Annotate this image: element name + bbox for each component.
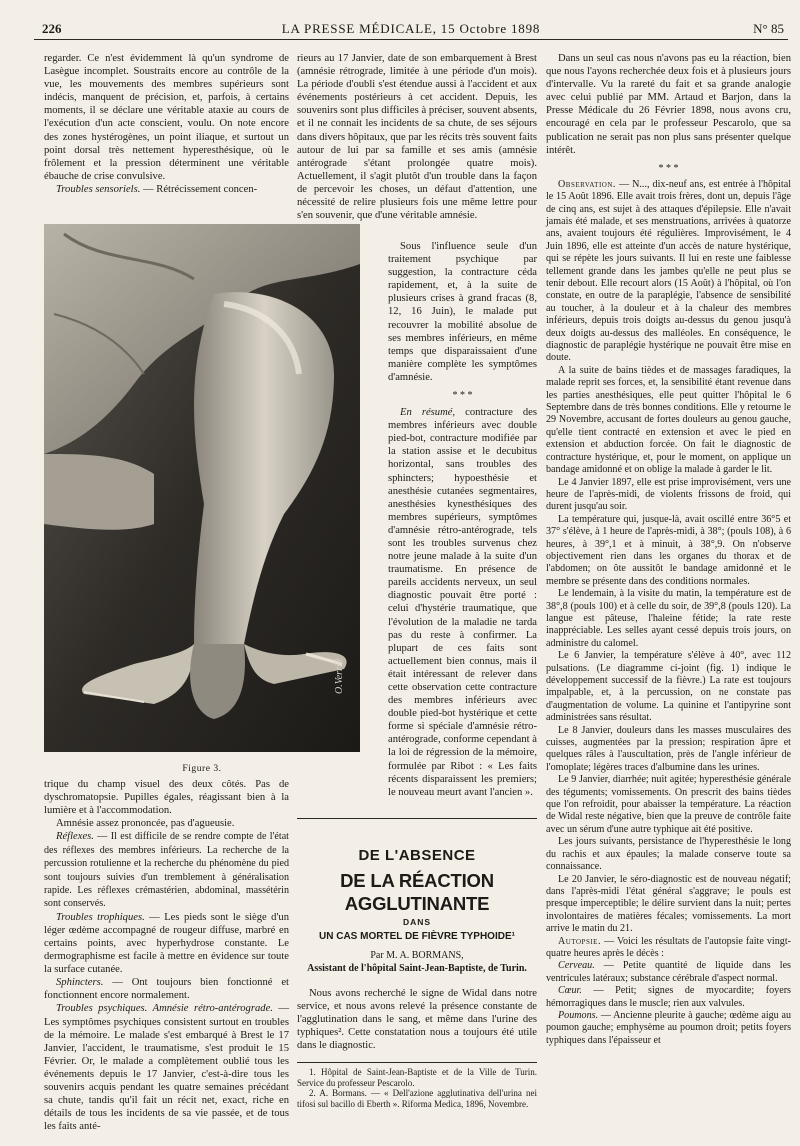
article-title-line1: DE L'ABSENCE [358,847,476,864]
section-lead: Cœur. [558,985,582,997]
section-lead: Réflexes. [56,831,94,843]
section-lead: Observation. [558,178,616,190]
article-affiliation: Assistant de l'hôpital Saint-Jean-Baptiste, de Turin. [307,963,527,974]
article-heading [297,818,537,1052]
paragraph-text: — Les symptômes psychiques consistent surtout en troubles de la mémoire. Le malade s'est embarqué à Brest le 17 Janvier, l'accident, le traumatisme, s'est produit le 15 Février. Or, le malade a complètement oublié tous les événements depuis le 17 Janvier, c'est-à-dire tous les souvenirs acquis pendant les quatre semaines précédant sa chute, tandis qu'il fait un récit net, exact, riche en détails de tous les incidents de sa vie passée, et de tous les faits anté- [44,1003,289,1133]
column-right [546,52,791,1047]
page-header [34,18,788,40]
section-lead: Troubles trophiques. [56,911,145,923]
paragraph: rieurs au 17 Janvier, date de son embarquement à Brest (amnésie rétrograde, limitée à une période d'un mois). La période d'oubli s'est étendue aussi à l'accident et aux événements postérieurs à cet accident. Depuis, les souvenirs sont plus difficiles à préciser, souvent absents, et il ne connait les incidents de sa chute, de ses séjours dans divers hôpitaux, que par les récits très souvent faits autour de lui par sa famille et ses amis (amnésie antérograde s'étant prolongée quatre mois). Actuellement, il s'agit plutôt d'un trouble dans la façon de percevoir les choses, un défaut d'attention, une nécessité de relire plusieurs fois une même lettre pour s'en souvenir, que d'une véritable amnésie. [297,53,537,222]
footnote: 1. Hôpital de Saint-Jean-Baptiste et de la Ville de Turin. Service du professeur Pescarolo. [297,1067,537,1088]
paragraph: Le 9 Janvier, diarrhée; nuit agitée; hyperesthésie générale des téguments; vomissements. On prescrit des bains tièdes que l'on refroidit, pour abaisser la température. La réaction de Widal reste négative, bien que la preuve de contrôle faite avec un sérum d'une autre typhique ait été positive. [546,774,791,835]
section-lead: En résumé, [400,407,456,419]
figure-caption: Figure 3. [182,763,222,774]
article-intro: Nous avons recherché le signe de Widal dans notre service, et nous avons relevé la présence constante de l'agglutination dans le sang, et même dans l'urine des typhiques². Cette constatation nous a toujours été utile dans le diagnostic. [297,988,537,1052]
journal-title: LA PRESSE MÉDICALE, 15 Octobre 1898 [281,21,541,36]
article-title-line3: DANS [402,917,432,927]
section-lead: Cerveau. [558,960,595,972]
paragraph [44,183,289,196]
paragraph: Le 8 Janvier, douleurs dans les masses musculaires des cuisses, augmentées par la pression; respiration âpre et quelques râles à l'auscultation, près de l'angle inférieur de l'omoplate; légères traces d'albumine dans les urines. [546,724,791,773]
paragraph [44,976,289,1002]
footnote: 2. A. Bormans. — « Dell'azione agglutinativa dell'urina nei tifosi sul bacillo di Eberth ». Riforma Medica, 1896, Novembre. [297,1088,537,1109]
paragraph-text: — Ancienne pleurite à gauche; œdème aigu au poumon gauche; emphysème au poumon droit; petits foyers typhiques dans l'épaisseur et [546,1009,791,1046]
paragraph-text: — Voici les résultats de l'autopsie faite vingt-quatre heures après le décès : [546,935,791,959]
paragraph [546,985,791,1010]
paragraph [388,406,537,799]
figure-photograph [44,224,360,752]
observation-block [546,179,791,1047]
section-lead: Troubles psychiques. Amnésie rétro-antérograde. [56,1003,273,1015]
article-title-line2: DE LA RÉACTION AGGLUTINANTE [340,870,494,914]
paragraph [546,1010,791,1047]
paragraph-text: — Petit; signes de myocardite; foyers hémorragiques dans le muscle; rien aux valvules. [546,985,791,1009]
issue-number: N° 85 [753,21,784,36]
paragraph [44,1002,289,1133]
column-middle-wrap [388,240,537,799]
paragraph [44,830,289,910]
page-number: 226 [42,21,62,36]
asterism-divider: * * * [452,390,473,402]
paragraph: Le 4 Janvier 1897, elle est prise improvisément, vers une heure de l'après-midi, de violents frissons de froid, qui durent jusqu'au soir. [546,476,791,513]
paragraph [546,936,791,961]
paragraph-text: — Il est difficile de se rendre compte de l'état des réflexes des membres inférieurs. La recherche de la percussion rotulienne et la recherche du phénomène du pied sont toujours suivies d'un tremblement à généralisation rapide. Les réflexes crémastérien, abdominal, massétérin sont conservés. [44,831,289,910]
photo-signature: O.Verrill [334,658,345,694]
paragraph: Le 20 Janvier, le séro-diagnostic est de nouveau négatif; dans l'après-midi l'état général s'aggrave; le pouls est presque imperceptible; le délire survient dans la nuit; pertes involontaires de matières fécales; vomissements. La mort arrive le matin du 21. [546,873,791,935]
section-lead: Autopsie. [558,935,601,947]
column-middle-top [297,52,537,222]
paragraph-text: — Rétrécissement concen- [140,183,258,195]
paragraph [44,911,289,976]
paragraph-text: contracture des membres inférieurs avec double pied-bot, contracture modifiée par la station assise et le decubitus horizontal, sans troubles des sphincters; hypoesthésie et anesthésie cutanées segmentaires, anesthésies kynesthésiques des membres supérieurs, symptômes d'amnésie rétro-antérograde, tels sont les troubles survenus chez notre jeune malade à la suite d'un traumatisme. En présence de pareils accidents nerveux, un seul diagnostic pouvait être porté : celui d'hystérie traumatique, que l'évolution de la maladie ne tarda pas du reste à confirmer. La plupart de ces faits sont actuellement bien connus, mais il était intéressant de relever dans cette observation cette contracture des membres inférieurs avec double pied-bot hystérique et cette forme si spéciale d'amnésie rétro-antérograde, conforme cependant à la loi de régression de la mémoire, formulée par Ribot : « Les faits récents disparaissent les premiers; le nouveau meurt avant l'ancien ». [388,407,537,798]
photo-legs-illustration [44,224,360,752]
column-left-bottom [44,778,289,1133]
paragraph-text: — Ont toujours bien fonctionné et fonctionnent encore normalement. [44,977,289,1002]
paragraph: Sous l'influence seule d'un traitement psychique par suggestion, la contracture céda rapidement, et, à la suite de plusieurs crises à grand fracas (8, 12, 16 Juin), le malade put recouvrer la mobilité absolue de ses membres inférieurs, en même temps que disparaissaient d'une manière complète les symptômes d'amnésie. [388,241,537,383]
paragraph: Amnésie assez prononcée, pas d'agueusie. [56,818,235,830]
paragraph-text: — N..., dix-neuf ans, est entrée à l'hôpital le 15 Août 1896. Elle avait trois frères, dont un, depuis l'âge de cinq ans, est sujet à des attaques d'épilepsie. Elle n'avait jamais été malade, et ses menstruations, arrivées à quatorze ans, avaient toujours été régulières. Improvisément, le 4 Juin 1896, elle est atteinte d'un accès de nature hystérique, qui se répète les jours suivants. Il lui en reste une faiblesse tellement grande dans les jambes qu'elle ne peut plus se tenir debout. Elle recourt alors (15 Août) à l'hôpital, où l'on constate, en outre de la paraplégie, l'absence de sensibilité au toucher, à la douleur et à la chaleur des membres inférieurs, depuis trois doigts au-dessus du genou jusqu'à deux doigts au-dessus des malléoles. En conséquence, le diagnostic de paraplégie hystérique ne pouvait être mise en doute. [546,178,791,364]
paragraph [546,960,791,985]
footnotes [297,1062,537,1109]
paragraph: Le lendemain, à la visite du matin, la température est de 38°,8 (pouls 100) et à celle du soir, de 39°,8 (pouls 120). La langue est pâteuse, l'haleine fétide; la rate reste inappréciable. Les selles ayant cessé depuis trois jours, on administre du calomel. [546,588,791,649]
column-left-top [44,52,289,196]
paragraph-text: — Les pieds sont le siège d'un léger œdème accompagné de rougeur diffuse, marbré en certains points, avec hyperhydrose constante. Le dermographisme est facile à mettre en évidence sur toute la surface cutanée. [44,911,289,976]
paragraph: Le 6 Janvier, la température s'élève à 40°, avec 112 pulsations. (Le diagramme ci-joint (fig. 1) indique le développement successif de la fièvre.) La rate est toujours impalpable, et, à la percussion, on ne constate pas d'augmentation de volume. La quinine et l'antipyrine sont administrées sans résultat. [546,650,791,724]
paragraph: Les jours suivants, persistance de l'hyperesthésie le long du rachis et aux épaules; la malade conserve toute sa connaissance. [546,836,791,873]
paragraph: Dans un seul cas nous n'avons pas eu la réaction, bien que nous l'ayons recherchée deux fois et à plusieurs jours d'intervalle. Vu la rareté du fait et sa grande analogie avec celui publié par MM. Artaud et Barjon, dans la Presse Médicale du 26 Février 1898, nous avons cru, encouragé en cela par le professeur Pescarolo, que sa publication ne serait pas non plus sans présenter quelque intérêt. [546,53,791,156]
section-lead: Sphincters. [56,977,104,989]
asterism-divider: * * * [658,162,679,174]
paragraph [546,179,791,365]
article-subtitle: UN CAS MORTEL DE FIÈVRE TYPHOIDE¹ [319,931,515,942]
section-lead: Troubles sensoriels. [56,183,141,195]
paragraph-text: — Petite quantité de liquide dans les ventricules latéraux; substance cérébrale d'aspect normal. [546,960,791,984]
paragraph: regarder. Ce n'est évidemment là qu'un syndrome de Lasègue incomplet. Soustraits encore au contrôle de la vue, les mouvements des membres supérieurs sont indécis, manquent de précision, et, parfois, à certains moments, il se déclare une véritable ataxie au cours de l'exécution d'un acte conscient, voulu. On note encore des zones hystérogènes, un point iliaque, et surtout un point dorsal très nettement hyperesthésique, où le frôlement et la pression déterminent une véritable ébauche de crise convulsive. [44,53,289,182]
section-lead: Poumons. [558,1009,599,1021]
article-author: Par M. A. BORMANS, [370,950,464,961]
paragraph: trique du champ visuel des deux côtés. Pas de dyschromatopsie. Pupilles égales, réagissant bien à la lumière et à l'accommodation. [44,779,289,817]
paragraph: La température qui, jusque-là, avait oscillé entre 36°5 et 37° s'élève, à 1 heure de l'après-midi, à 38°; (pouls 108), à 6 heures, à 39°,1 et à minuit, à 38°,9. On n'observe objectivement rien dans les organes du thorax et de l'abdomen; on ôte aussitôt le bandage amidonné et le membre se présente dans des conditions normales. [546,513,791,587]
paragraph: A la suite de bains tièdes et de massages faradiques, la malade reprit ses forces, et, la sensibilité étant revenue dans les parties anesthésiques, elle peut quitter l'hôpital le 6 Septembre dans de très bonnes conditions. Elle y retourne le 29 Novembre, accusant de fortes douleurs au genou gauche, qu'elle tient contracté en extension et avec le pied en extension et abduction forcée. On fait le diagnostic de contracture hystérique, et, pour le moment, on applique un bandage amidonné et on oblige la malade à garder le lit. [546,364,791,476]
